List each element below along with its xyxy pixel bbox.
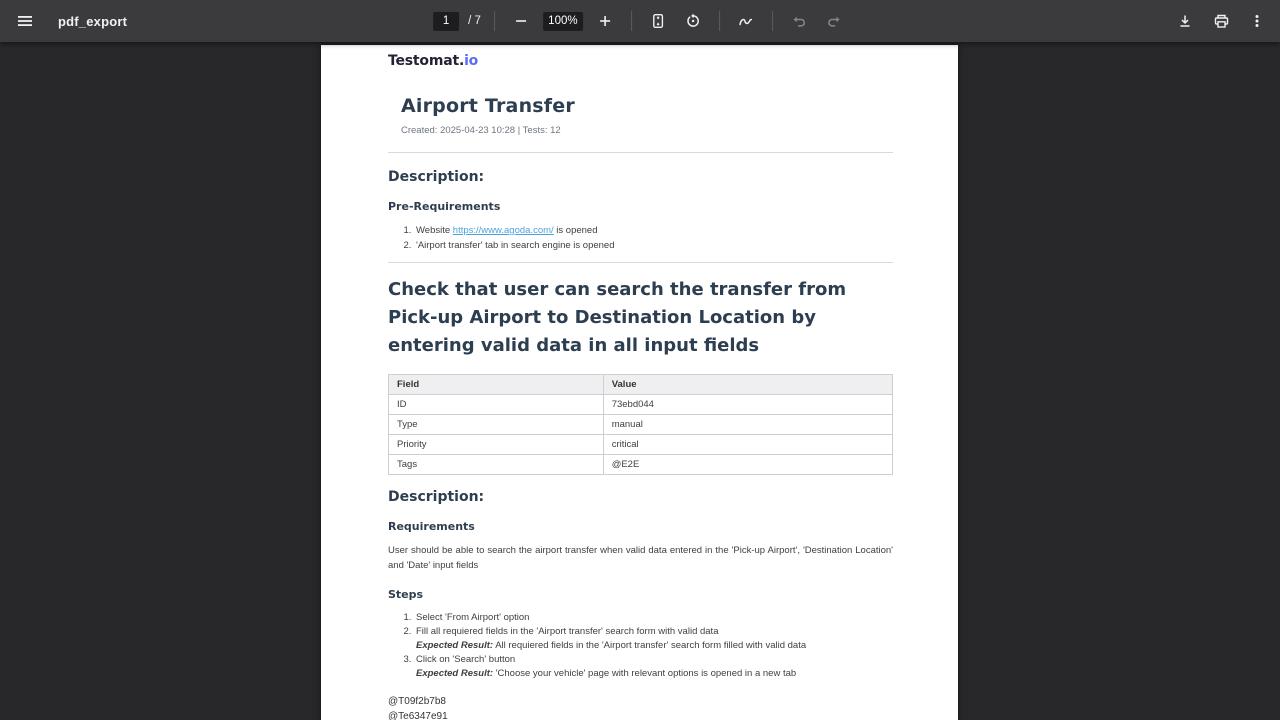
item-text: 'Airport transfer' tab in search engine is opened <box>416 239 615 251</box>
kebab-menu-icon <box>1249 13 1265 29</box>
pre-requirements-heading: Pre-Requirements <box>388 200 501 213</box>
expected-result-text: 'Choose your vehicle' page with relevant options is opened in a new tab <box>493 668 797 679</box>
list-item <box>414 239 893 254</box>
cell-field: ID <box>389 395 604 415</box>
table-row <box>389 435 893 455</box>
divider <box>388 152 893 153</box>
test-case-title: Check that user can search the transfer from Pick-up Airport to Destination Location by entering valid data in all input fields <box>388 279 847 356</box>
print-button[interactable] <box>1208 8 1234 34</box>
redo-button[interactable] <box>821 8 847 34</box>
step-text: Select 'From Airport' option <box>416 612 530 623</box>
pdf-viewer-toolbar <box>0 0 1280 42</box>
menu-button[interactable] <box>12 8 38 34</box>
logo-text-dark: Testomat. <box>388 53 465 69</box>
minus-icon <box>513 13 529 29</box>
created-meta: Created: 2025-04-23 10:28 | Tests: 12 <box>401 125 561 136</box>
toolbar-separator <box>719 11 720 31</box>
fit-to-page-button[interactable] <box>645 8 671 34</box>
table-row <box>389 415 893 435</box>
tag: @Te6347e91 <box>388 710 448 720</box>
description-heading: Description: <box>388 489 485 505</box>
print-icon <box>1213 13 1230 30</box>
description-heading: Description: <box>388 169 485 185</box>
list-item <box>414 224 893 239</box>
table-header-row <box>389 375 893 395</box>
cell-field: Priority <box>389 435 604 455</box>
fit-page-icon <box>650 13 666 29</box>
requirements-text: User should be able to search the airport transfer when valid data entered in the 'Pick-up Airport', 'Destination Location' and 'Date' input fields <box>388 545 893 571</box>
pdf-canvas <box>0 42 1280 720</box>
cell-field: Type <box>389 415 604 435</box>
download-button[interactable] <box>1172 8 1198 34</box>
test-meta-table <box>388 374 893 475</box>
annotate-button[interactable] <box>733 8 759 34</box>
expected-result <box>416 639 893 653</box>
step-text: Click on 'Search' button <box>416 654 516 665</box>
logo-text-blue: io <box>464 53 479 69</box>
expected-result-label: Expected Result: <box>416 640 494 651</box>
expected-result-label: Expected Result: <box>416 668 494 679</box>
tag: @T09f2b7b8 <box>388 696 446 707</box>
hamburger-icon <box>16 12 34 30</box>
toolbar-separator <box>772 11 773 31</box>
redo-icon <box>826 13 842 29</box>
zoom-level-input[interactable] <box>543 12 583 31</box>
table-row <box>389 455 893 475</box>
column-header-value: Value <box>603 375 892 395</box>
item-text: Website <box>416 225 453 236</box>
pdf-page <box>321 45 958 720</box>
rotate-counterclockwise-icon <box>685 13 701 29</box>
toolbar-left <box>12 8 127 34</box>
test-tags <box>388 695 893 720</box>
undo-button[interactable] <box>786 8 812 34</box>
cell-value: critical <box>603 435 892 455</box>
step-item <box>414 653 893 681</box>
item-text: is opened <box>553 225 598 236</box>
page-count-label: / 7 <box>468 15 481 27</box>
table-row <box>389 395 893 415</box>
cell-value: 73ebd044 <box>603 395 892 415</box>
toolbar-separator <box>494 11 495 31</box>
plus-icon <box>597 13 613 29</box>
cell-value: manual <box>603 415 892 435</box>
document-header <box>388 95 893 136</box>
steps-heading: Steps <box>388 588 424 601</box>
pre-requirements-list <box>388 224 893 253</box>
cell-value: @E2E <box>603 455 892 475</box>
document-title: pdf_export <box>58 13 128 29</box>
rotate-button[interactable] <box>680 8 706 34</box>
zoom-out-button[interactable] <box>508 8 534 34</box>
divider <box>388 262 893 263</box>
page-number-input[interactable] <box>433 12 459 31</box>
step-text: Fill all requiered fields in the 'Airport transfer' search form with valid data <box>416 626 719 637</box>
expected-result-text: All requiered fields in the 'Airport transfer' search form filled with valid data <box>493 640 807 651</box>
expected-result <box>416 667 893 681</box>
cell-field: Tags <box>389 455 604 475</box>
zoom-in-button[interactable] <box>592 8 618 34</box>
more-options-button[interactable] <box>1244 8 1270 34</box>
requirements-heading: Requirements <box>388 520 475 533</box>
step-item <box>414 625 893 653</box>
step-item <box>414 611 893 625</box>
testomat-logo <box>388 53 893 69</box>
draw-annotate-icon <box>737 13 754 30</box>
toolbar-center <box>433 0 847 42</box>
page-title: Airport Transfer <box>401 95 575 117</box>
agoda-link[interactable]: https://www.agoda.com/ <box>452 225 554 236</box>
toolbar-separator <box>631 11 632 31</box>
download-icon <box>1177 13 1193 29</box>
toolbar-right <box>1172 0 1270 42</box>
column-header-field: Field <box>389 375 604 395</box>
undo-icon <box>791 13 807 29</box>
steps-list <box>388 611 893 681</box>
